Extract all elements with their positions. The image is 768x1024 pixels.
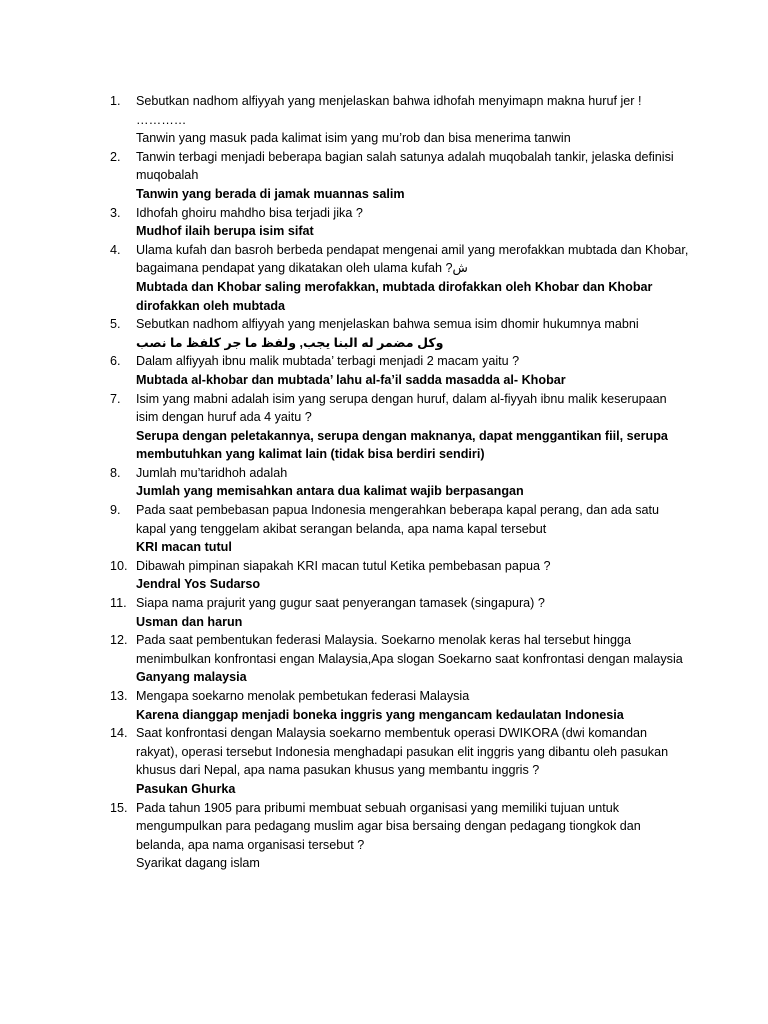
question-text: Pada saat pembebasan papua Indonesia mengerahkan beberapa kapal perang, dan ada satu kapal yang tenggelam akibat serangan belanda, apa nama kapal tersebut (136, 503, 660, 536)
answer-text: Mubtada al-khobar dan mubtada’ lahu al-fa’il sadda masadda al- Khobar (136, 372, 566, 387)
answer-text: Tanwin yang berada di jamak muannas salim (136, 186, 405, 201)
item-number: 9. (110, 503, 121, 518)
list-item (100, 501, 690, 557)
item-number: 14. (110, 726, 128, 741)
question-text: Jumlah mu’taridhoh adalah (136, 465, 288, 480)
item-number: 4. (110, 242, 121, 257)
item-number: 3. (110, 205, 121, 220)
list-item (100, 631, 690, 687)
answer-text: Pasukan Ghurka (136, 781, 236, 796)
list-item (100, 799, 690, 873)
list-item (100, 92, 690, 148)
item-number: 6. (110, 354, 121, 369)
item-number: 10. (110, 558, 128, 573)
answer-text: Mudhof ilaih berupa isim sifat (136, 224, 314, 239)
answer-text: Karena dianggap menjadi boneka inggris yang mengancam kedaulatan Indonesia (136, 707, 624, 722)
question-text: Ulama kufah dan basroh berbeda pendapat mengenai amil yang merofakkan mubtada dan Khobar, bagaimana pendapat yang dikatakan oleh ulama kufah ?ش (136, 242, 689, 276)
answer-text: Usman dan harun (136, 614, 243, 629)
question-text: Sebutkan nadhom alfiyyah yang menjelaskan bahwa idhofah menyimapn makna huruf jer ! ………… (136, 94, 642, 127)
item-number: 12. (110, 633, 128, 648)
question-text: Sebutkan nadhom alfiyyah yang menjelaskan bahwa semua isim dhomir hukumnya mabni (136, 317, 639, 332)
item-number: 5. (110, 317, 121, 332)
question-text: Dalam alfiyyah ibnu malik mubtada’ terbagi menjadi 2 macam yaitu ? (136, 354, 520, 369)
item-number: 8. (110, 465, 121, 480)
question-text: Tanwin terbagi menjadi beberapa bagian salah satunya adalah muqobalah tankir, jelaska definisi muqobalah (136, 149, 674, 183)
list-item (100, 594, 690, 631)
question-list (100, 92, 690, 873)
item-number: 7. (110, 391, 121, 406)
list-item (100, 724, 690, 798)
item-number: 2. (110, 149, 121, 164)
list-item (100, 204, 690, 241)
item-number: 11. (110, 596, 127, 611)
list-item (100, 557, 690, 594)
answer-text: KRI macan tutul (136, 540, 232, 555)
list-item (100, 148, 690, 204)
item-number: 15. (110, 800, 128, 815)
list-item (100, 390, 690, 464)
list-item (100, 687, 690, 724)
answer-text-arabic: وكل مضمر له البنا يجب, ولفظ ما جر كلفظ ما نصب (136, 335, 444, 350)
answer-text: Ganyang malaysia (136, 670, 247, 685)
answer-text: Jendral Yos Sudarso (136, 577, 261, 592)
question-text: Pada tahun 1905 para pribumi membuat sebuah organisasi yang memiliki tujuan untuk mengumpulkan para pedagang muslim agar bisa bersaing dengan pedagang tiongkok dan belanda, apa nama organisasi tersebut ? (136, 800, 641, 852)
answer-text: Syarikat dagang islam (136, 856, 260, 871)
list-item (100, 352, 690, 389)
question-text: Isim yang mabni adalah isim yang serupa dengan huruf, dalam al-fiyyah ibnu malik keserupaan isim dengan huruf ada 4 yaitu ? (136, 391, 667, 425)
question-text: Dibawah pimpinan siapakah KRI macan tutul Ketika pembebasan papua ? (136, 558, 551, 573)
list-item (100, 464, 690, 501)
answer-text: Serupa dengan peletakannya, serupa dengan maknanya, dapat menggantikan fiil, serupa membutuhkan yang kalimat lain (tidak bisa berdiri sendiri) (136, 428, 668, 462)
question-text: Pada saat pembentukan federasi Malaysia. Soekarno menolak keras hal tersebut hingga menimbulkan konfrontasi engan Malaysia,Apa slogan Soekarno saat konfrontasi dengan malaysia (136, 633, 683, 666)
question-text: Siapa nama prajurit yang gugur saat penyerangan tamasek (singapura) ? (136, 596, 545, 611)
question-text: Idhofah ghoiru mahdho bisa terjadi jika ? (136, 205, 363, 220)
answer-text: Jumlah yang memisahkan antara dua kalimat wajib berpasangan (136, 484, 524, 499)
item-number: 1. (110, 94, 121, 108)
question-text: Mengapa soekarno menolak pembetukan federasi Malaysia (136, 689, 470, 703)
list-item (100, 315, 690, 352)
question-text: Saat konfrontasi dengan Malaysia soekarno membentuk operasi DWIKORA (dwi komandan rakyat), operasi tersebut Indonesia menghadapi pasukan elit inggris yang dibantu oleh pasukan khusus dari Nepal, apa nama pasukan khusus yang membantu inggris ? (136, 726, 669, 778)
list-item (100, 241, 690, 315)
answer-text: Tanwin yang masuk pada kalimat isim yang mu’rob dan bisa menerima tanwin (136, 131, 571, 146)
answer-text: Mubtada dan Khobar saling merofakkan, mubtada dirofakkan oleh Khobar dan Khobar dirofakkan oleh mubtada (136, 279, 653, 313)
item-number: 13. (110, 689, 128, 703)
